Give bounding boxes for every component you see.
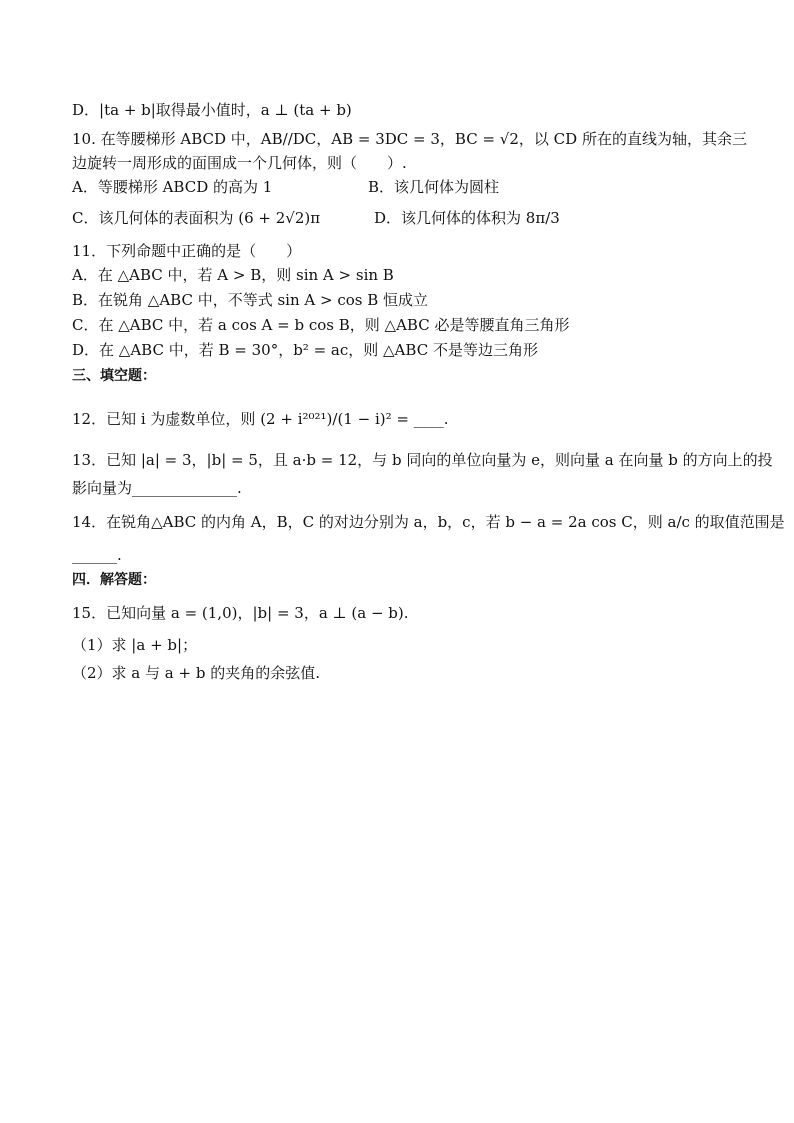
option-11b: B．在锐角 △ABC 中，不等式 sin A > cos B 恒成立 xyxy=(72,291,429,309)
option-10c: C．该几何体的表面积为 (6 + 2√2)π xyxy=(72,209,321,227)
question-13-cont: 影向量为______________. xyxy=(72,479,242,497)
question-11: 11．下列命题中正确的是（ ） xyxy=(72,242,302,260)
question-12: 12．已知 i 为虚数单位，则 (2 + i²⁰²¹)/(1 − i)² = ____. xyxy=(72,410,449,428)
option-11a: A．在 △ABC 中，若 A > B，则 sin A > sin B xyxy=(72,266,394,284)
question-15: 15．已知向量 a = (1,0)，|b| = 3，a ⊥ (a − b). xyxy=(72,604,409,622)
question-15-part2: （2）求 a 与 a + b 的夹角的余弦值. xyxy=(72,664,320,682)
question-10-cont: 边旋转一周形成的面围成一个几何体，则（ ）. xyxy=(72,154,407,172)
option-11c: C．在 △ABC 中，若 a cos A = b cos B，则 △ABC 必是等腰直角三角形 xyxy=(72,316,570,334)
question-14: 14．在锐角△ABC 的内角 A，B，C 的对边分别为 a，b，c，若 b − a = 2a cos C，则 a/c 的取值范围是 xyxy=(72,513,785,531)
option-9d: D．|ta + b|取得最小值时，a ⊥ (ta + b) xyxy=(72,101,352,119)
question-10: 10. 在等腰梯形 ABCD 中，AB//DC，AB = 3DC = 3，BC = √2，以 CD 所在的直线为轴，其余三 xyxy=(72,130,747,148)
question-14-blank: ______. xyxy=(72,546,122,564)
option-10a: A．等腰梯形 ABCD 的高为 1 xyxy=(72,178,273,196)
question-15-part1: （1）求 |a + b|； xyxy=(72,636,198,654)
section-solve: 四．解答题： xyxy=(72,572,156,588)
option-10b: B．该几何体为圆柱 xyxy=(368,178,500,196)
option-11d: D．在 △ABC 中，若 B = 30°，b² = ac，则 △ABC 不是等边三角形 xyxy=(72,341,538,359)
question-13: 13．已知 |a| = 3，|b| = 5，且 a·b = 12，与 b 同向的单位向量为 e，则向量 a 在向量 b 的方向上的投 xyxy=(72,451,773,469)
option-10d: D．该几何体的体积为 8π/3 xyxy=(374,209,560,227)
section-fill-blank: 三、填空题： xyxy=(72,368,156,384)
